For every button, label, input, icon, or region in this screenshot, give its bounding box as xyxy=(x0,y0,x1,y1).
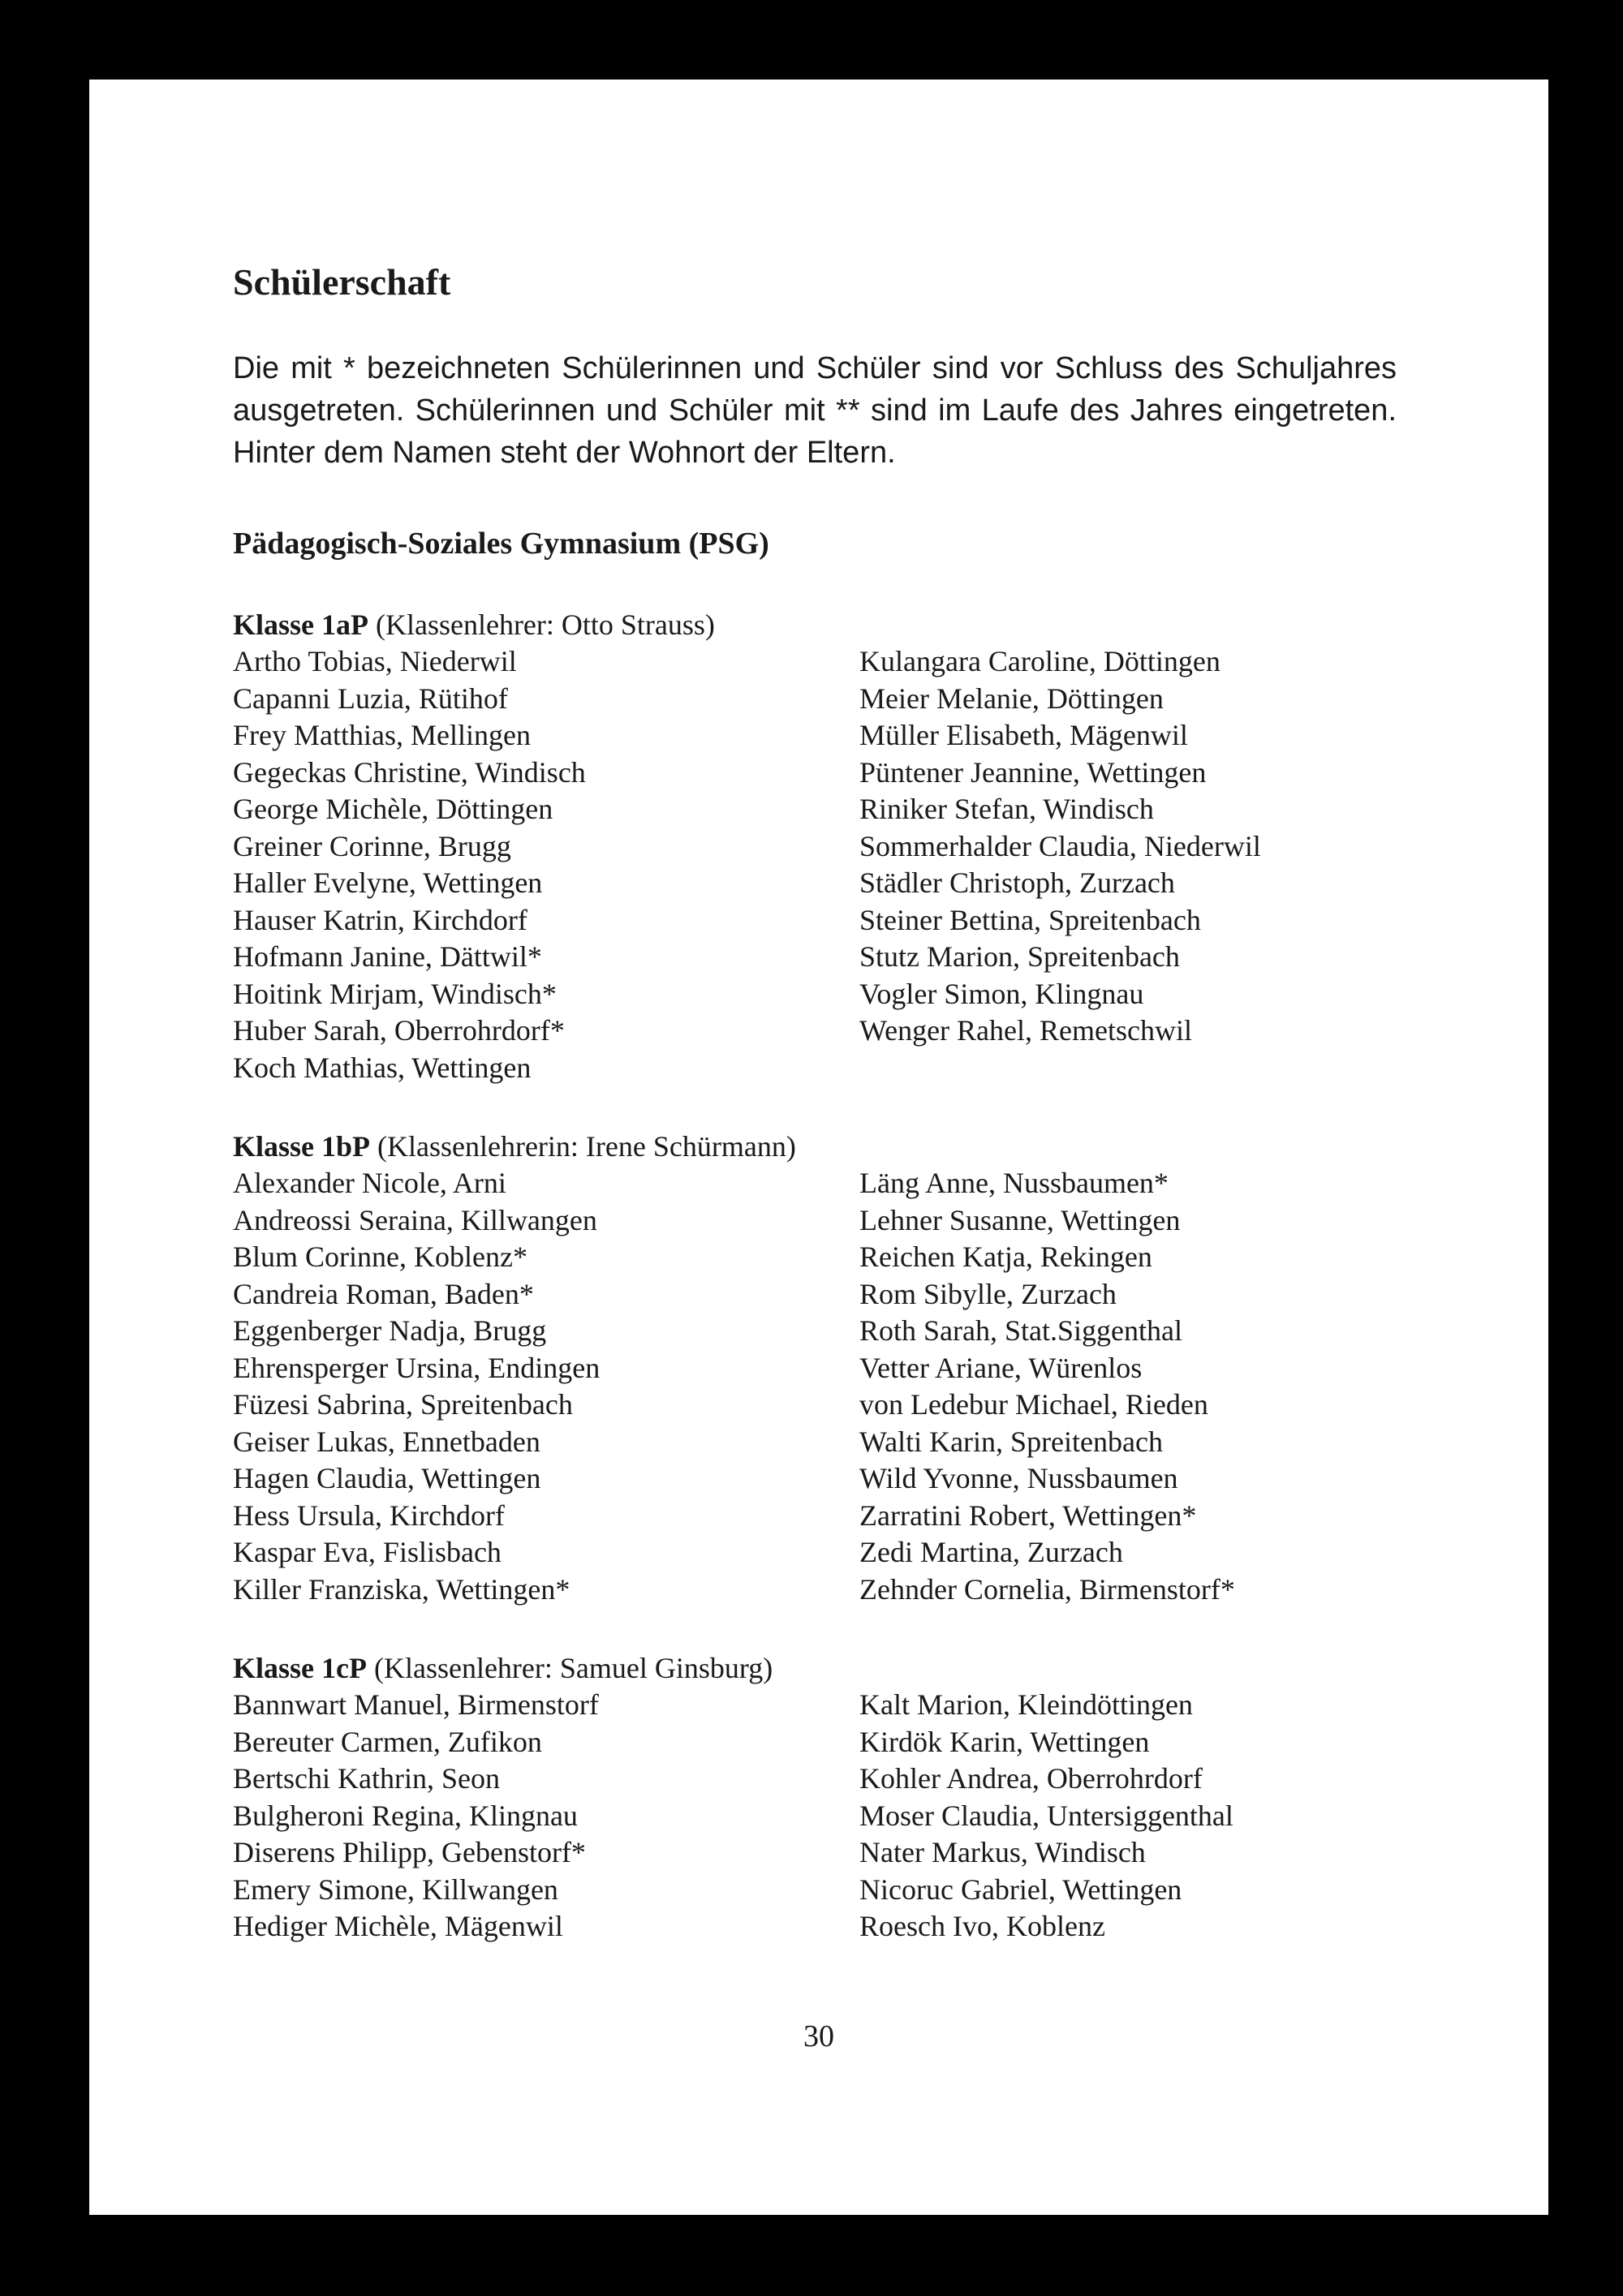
student-column-left xyxy=(233,643,859,1086)
student-entry: Haller Evelyne, Wettingen xyxy=(233,866,543,899)
student-entry: Lehner Susanne, Wettingen xyxy=(859,1203,1181,1236)
student-entry: Bereuter Carmen, Zufikon xyxy=(233,1725,542,1758)
class-section xyxy=(233,607,1491,1086)
student-entry: Meier Melanie, Döttingen xyxy=(859,681,1164,715)
student-entry: Riniker Stefan, Windisch xyxy=(859,793,1154,825)
section-title: Pädagogisch-Soziales Gymnasium (PSG) xyxy=(233,527,769,561)
page-title: Schülerschaft xyxy=(233,261,451,303)
student-entry: Bulgheroni Regina, Klingnau xyxy=(233,1799,578,1832)
student-entry: Hess Ursula, Kirchdorf xyxy=(233,1498,505,1532)
class-heading xyxy=(233,1650,1491,1687)
student-entry: Roth Sarah, Stat.Siggenthal xyxy=(859,1314,1182,1347)
student-entry: Steiner Bettina, Spreitenbach xyxy=(859,903,1201,936)
student-entry: Bertschi Kathrin, Seon xyxy=(233,1762,500,1795)
class-name: Klasse 1cP xyxy=(233,1652,367,1684)
class-list xyxy=(233,607,1491,1946)
student-entry: Alexander Nicole, Arni xyxy=(233,1167,506,1199)
student-entry: Zedi Martina, Zurzach xyxy=(859,1536,1123,1568)
student-columns xyxy=(233,1687,1491,1946)
student-entry: Städler Christoph, Zurzach xyxy=(859,866,1175,899)
student-entry: Greiner Corinne, Brugg xyxy=(233,829,511,862)
student-entry: Kulangara Caroline, Döttingen xyxy=(859,645,1220,677)
student-entry: Stutz Marion, Spreitenbach xyxy=(859,940,1180,973)
student-column-right xyxy=(859,1687,1486,1946)
student-entry: Moser Claudia, Untersiggenthal xyxy=(859,1799,1233,1832)
student-entry: Nicoruc Gabriel, Wettingen xyxy=(859,1872,1182,1906)
student-entry: von Ledebur Michael, Rieden xyxy=(859,1388,1208,1421)
student-entry: Läng Anne, Nussbaumen* xyxy=(859,1167,1169,1199)
class-teacher: (Klassenlehrerin: Irene Schürmann) xyxy=(377,1130,796,1163)
student-entry: Müller Elisabeth, Mägenwil xyxy=(859,719,1188,751)
student-entry: Hagen Claudia, Wettingen xyxy=(233,1462,541,1494)
student-entry: Frey Matthias, Mellingen xyxy=(233,719,531,751)
class-name: Klasse 1bP xyxy=(233,1130,371,1163)
student-entry: Gegeckas Christine, Windisch xyxy=(233,755,586,789)
class-teacher: (Klassenlehrer: Samuel Ginsburg) xyxy=(373,1652,773,1684)
student-entry: Ehrensperger Ursina, Endingen xyxy=(233,1351,601,1384)
student-entry: Püntener Jeannine, Wettingen xyxy=(859,755,1207,789)
page-content xyxy=(233,260,1491,1946)
student-entry: Killer Franziska, Wettingen* xyxy=(233,1572,570,1606)
student-entry: Hoitink Mirjam, Windisch* xyxy=(233,977,557,1010)
student-entry: Hofmann Janine, Dättwil* xyxy=(233,940,542,973)
student-column-left xyxy=(233,1687,859,1946)
student-entry: Andreossi Seraina, Killwangen xyxy=(233,1203,597,1236)
student-entry: Rom Sibylle, Zurzach xyxy=(859,1277,1117,1310)
student-entry: Bannwart Manuel, Birmenstorf xyxy=(233,1688,599,1721)
student-entry: Wenger Rahel, Remetschwil xyxy=(859,1014,1192,1047)
class-name: Klasse 1aP xyxy=(233,608,368,641)
student-entry: Candreia Roman, Baden* xyxy=(233,1277,534,1310)
student-entry: Roesch Ivo, Koblenz xyxy=(859,1910,1105,1942)
class-teacher: (Klassenlehrer: Otto Strauss) xyxy=(376,608,715,641)
student-entry: Vetter Ariane, Würenlos xyxy=(859,1351,1143,1384)
student-entry: George Michèle, Döttingen xyxy=(233,793,553,825)
student-entry: Reichen Katja, Rekingen xyxy=(859,1240,1152,1273)
student-entry: Kalt Marion, Kleindöttingen xyxy=(859,1688,1193,1721)
student-entry: Vogler Simon, Klingnau xyxy=(859,977,1144,1010)
student-entry: Huber Sarah, Oberrohrdorf* xyxy=(233,1014,565,1047)
student-entry: Zehnder Cornelia, Birmenstorf* xyxy=(859,1572,1235,1606)
student-entry: Kohler Andrea, Oberrohrdorf xyxy=(859,1762,1203,1795)
page-number: 30 xyxy=(803,2019,834,2053)
document-page xyxy=(89,80,1548,2215)
intro-paragraph: Die mit * bezeichneten Schülerinnen und Schüler sind vor Schluss des Schuljahres ausgetreten. Schülerinnen und Schüler mit ** sind im Laufe des Jahres eingetreten. Hinter dem Namen steht der Wohnort der Eltern. xyxy=(233,351,1397,470)
student-entry: Walti Karin, Spreitenbach xyxy=(859,1425,1163,1458)
class-section xyxy=(233,1650,1491,1946)
student-entry: Artho Tobias, Niederwil xyxy=(233,645,517,677)
student-entry: Sommerhalder Claudia, Niederwil xyxy=(859,829,1261,862)
student-entry: Emery Simone, Killwangen xyxy=(233,1872,558,1906)
student-entry: Hauser Katrin, Kirchdorf xyxy=(233,903,527,936)
student-entry: Koch Mathias, Wettingen xyxy=(233,1051,532,1084)
student-column-right xyxy=(859,643,1486,1086)
class-heading xyxy=(233,1129,1491,1165)
student-entry: Diserens Philipp, Gebenstorf* xyxy=(233,1836,586,1868)
student-columns xyxy=(233,1165,1491,1608)
class-heading xyxy=(233,607,1491,643)
student-entry: Geiser Lukas, Ennetbaden xyxy=(233,1425,540,1458)
student-entry: Hediger Michèle, Mägenwil xyxy=(233,1910,563,1942)
student-entry: Kaspar Eva, Fislisbach xyxy=(233,1536,502,1568)
student-entry: Wild Yvonne, Nussbaumen xyxy=(859,1462,1178,1494)
student-entry: Nater Markus, Windisch xyxy=(859,1836,1146,1868)
student-entry: Blum Corinne, Koblenz* xyxy=(233,1240,527,1273)
student-entry: Eggenberger Nadja, Brugg xyxy=(233,1314,547,1347)
student-column-right xyxy=(859,1165,1486,1608)
student-entry: Capanni Luzia, Rütihof xyxy=(233,681,508,715)
student-entry: Kirdök Karin, Wettingen xyxy=(859,1725,1150,1758)
student-columns xyxy=(233,643,1491,1086)
student-entry: Zarratini Robert, Wettingen* xyxy=(859,1498,1197,1532)
student-column-left xyxy=(233,1165,859,1608)
student-entry: Füzesi Sabrina, Spreitenbach xyxy=(233,1388,573,1421)
class-section xyxy=(233,1129,1491,1608)
